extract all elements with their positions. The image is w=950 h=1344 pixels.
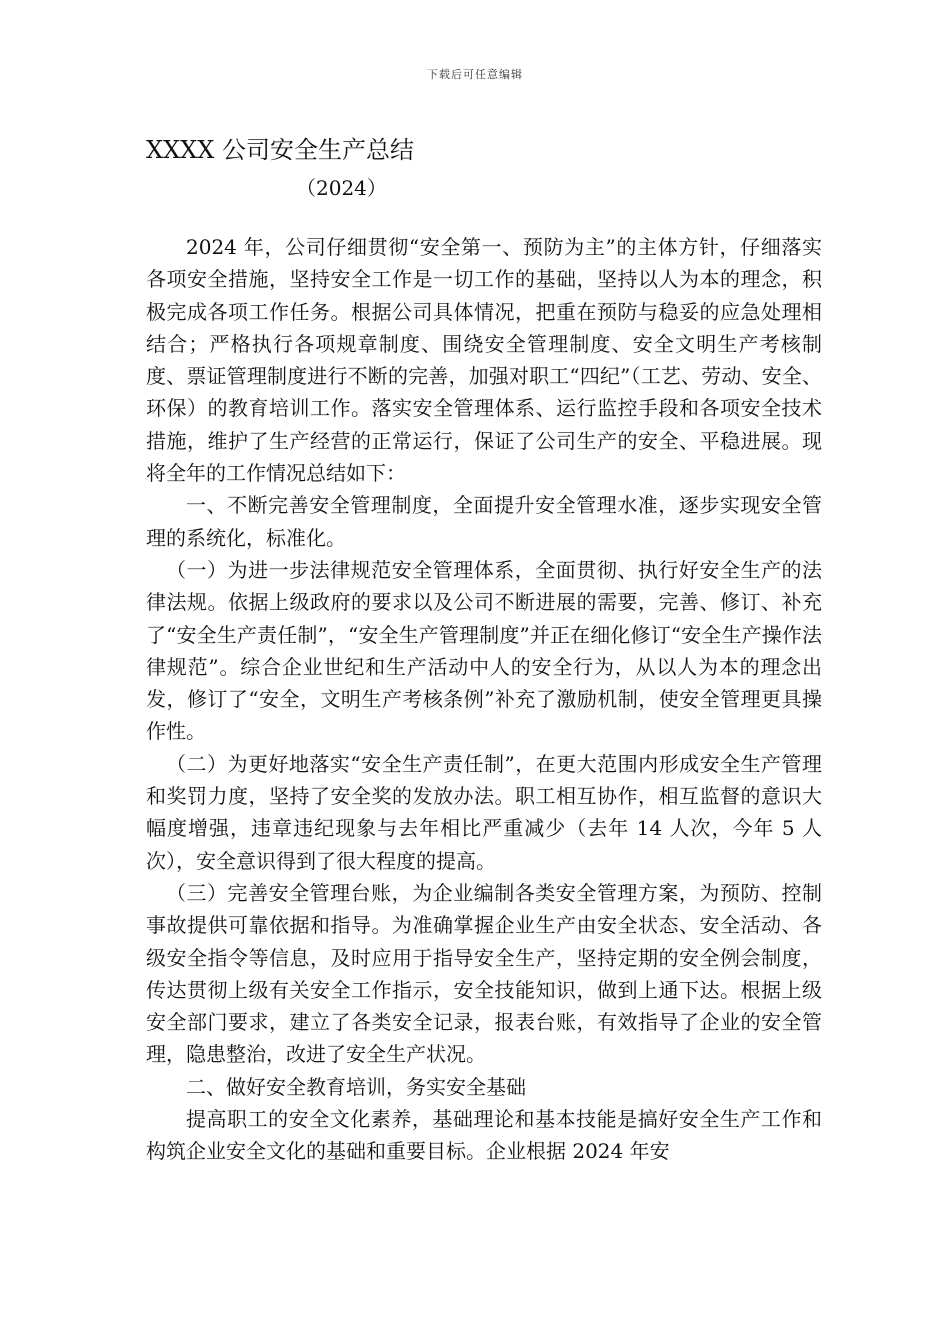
paragraph-item-1: （一）为进一步法律规范安全管理体系，全面贯彻、执行好安全生产的法律法规。依据上级政府的要求以及公司不断进展的需要，完善、修订、补充了“安全生产责任制”，“安全生产管理制度”并正在细化修订“安全生产操作法律规范”。综合企业世纪和生产活动中人的安全行为，从以人为本的理念出发，修订了“安全，文明生产考核条例”补充了激励机制，使安全管理更具操作性。 [146, 557, 822, 744]
document-title: XXXX 公司安全生产总结 [146, 136, 414, 164]
section-heading-1: 一、不断完善安全管理制度，全面提升安全管理水准，逐步实现安全管理的系统化，标准化。 [146, 493, 822, 550]
paragraph-training: 提高职工的安全文化素养，基础理论和基本技能是搞好安全生产工作和构筑企业安全文化的基础和重要目标。企业根据 2024 年安 [146, 1107, 822, 1164]
section-heading-2: 二、做好安全教育培训，务实安全基础 [186, 1074, 526, 1099]
paragraph-intro: 2024 年，公司仔细贯彻“安全第一、预防为主”的主体方针，仔细落实各项安全措施，坚持安全工作是一切工作的基础，坚持以人为本的理念，积极完成各项工作任务。根据公司具体情况，把重在预防与稳妥的应急处理相结合；严格执行各项规章制度、围绕安全管理制度、安全文明生产考核制度、票证管理制度进行不断的完善，加强对职工“四纪”（工艺、劳动、安全、环保）的教育培训工作。落实安全管理体系、运行监控手段和各项安全技术措施，维护了生产经营的正常运行，保证了公司生产的安全、平稳进展。现将全年的工作情况总结如下： [146, 235, 822, 486]
paragraph-item-2: （二）为更好地落实“安全生产责任制”，在更大范围内形成安全生产管理和奖罚力度，坚持了安全奖的发放办法。职工相互协作，相互监督的意识大幅度增强，违章违纪现象与去年相比严重减少（去年 14 人次，今年 5 人次），安全意识得到了很大程度的提高。 [146, 751, 822, 873]
document-body [146, 231, 822, 1168]
document-subtitle: （2024） [296, 176, 387, 200]
paragraph-item-3: （三）完善安全管理台账，为企业编制各类安全管理方案，为预防、控制事故提供可靠依据和指导。为准确掌握企业生产由安全状态、安全活动、各级安全指令等信息，及时应用于指导安全生产，坚持定期的安全例会制度，传达贯彻上级有关安全工作指示，安全技能知识，做到上通下达。根据上级安全部门要求，建立了各类安全记录，报表台账，有效指导了企业的安全管理，隐患整治，改进了安全生产状况。 [146, 880, 822, 1067]
header-note: 下载后可任意编辑 [427, 68, 523, 81]
